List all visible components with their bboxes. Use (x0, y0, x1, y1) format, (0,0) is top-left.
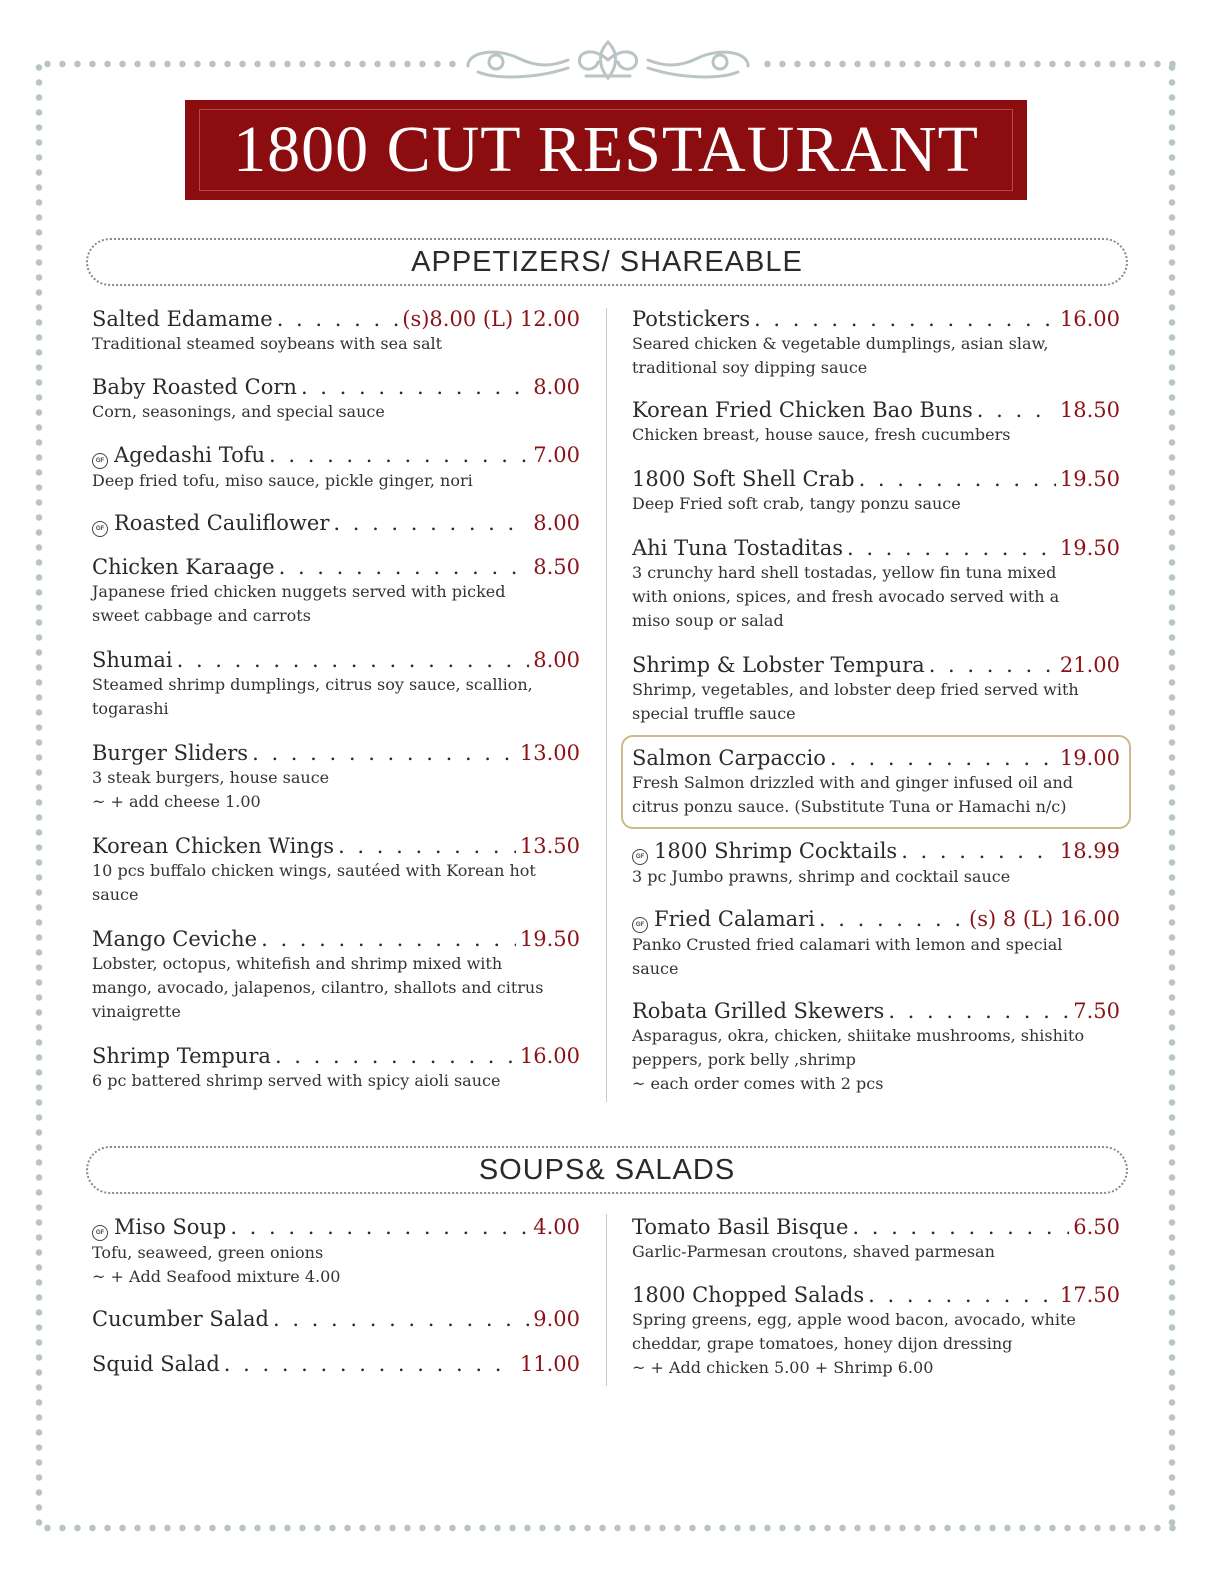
menu-item-name: Ahi Tuna Tostaditas (632, 536, 843, 560)
menu-item-price: 7.00 (533, 443, 580, 467)
dot-leader (273, 1306, 529, 1332)
gluten-free-icon: GF (632, 849, 648, 865)
dot-leader (301, 374, 529, 400)
menu-item-header (92, 1043, 580, 1069)
menu-item-header (632, 745, 1120, 771)
menu-item-price: 18.50 (1059, 398, 1120, 422)
menu-item-header (92, 1214, 580, 1241)
menu-item (632, 745, 1120, 819)
menu-item-name: Korean Fried Chicken Bao Buns (632, 398, 973, 422)
menu-item-description: Shrimp, vegetables, and lobster deep fried served with (632, 680, 1079, 699)
menu-item-name: Korean Chicken Wings (92, 834, 335, 858)
menu-item (92, 1214, 580, 1289)
menu-item-name: Fried Calamari (654, 907, 815, 931)
menu-item (92, 374, 580, 424)
menu-item-header (92, 647, 580, 673)
flourish-ornament (458, 36, 758, 86)
dot-leader (333, 510, 529, 536)
menu-item-description: Asparagus, okra, chicken, shiitake mushrooms, shishito (632, 1026, 1085, 1045)
menu-item-price: 19.50 (1059, 536, 1120, 560)
menu-item-price: 4.00 (533, 1215, 580, 1239)
menu-item-header (92, 306, 580, 332)
menu-item-description: peppers, pork belly ,shrimp (632, 1050, 856, 1069)
menu-item-header (92, 510, 580, 537)
menu-item-description: Deep fried tofu, miso sauce, pickle ginger, nori (92, 471, 473, 490)
menu-item-description: Fresh Salmon drizzled with and ginger infused oil and (632, 773, 1074, 792)
menu-item-description: Tofu, seaweed, green onions (92, 1243, 324, 1262)
menu-item-header (92, 554, 580, 580)
menu-item (92, 1351, 580, 1377)
menu-item-description: ~ + add cheese 1.00 (92, 792, 261, 811)
dotted-border-right (1168, 60, 1176, 1532)
menu-item-description: ~ each order comes with 2 pcs (632, 1074, 884, 1093)
dot-leader (230, 1214, 529, 1240)
menu-item (92, 926, 580, 1024)
menu-item-description: 3 pc Jumbo prawns, shrimp and cocktail sauce (632, 867, 1011, 886)
menu-item-price: (s) 8 (L) 16.00 (969, 907, 1120, 931)
menu-item-description: togarashi (92, 699, 169, 718)
menu-item-price: 7.50 (1073, 999, 1120, 1023)
menu-item-name: Tomato Basil Bisque (632, 1215, 849, 1239)
dot-leader (177, 647, 530, 673)
menu-item-price: (s)8.00 (L) 12.00 (402, 307, 580, 331)
menu-item-header (92, 926, 580, 952)
dot-leader (338, 833, 516, 859)
menu-item-price: 8.00 (533, 375, 580, 399)
gluten-free-icon: GF (92, 521, 108, 537)
menu-item-header (92, 740, 580, 766)
menu-item-header (92, 1351, 580, 1377)
menu-item-name: Chicken Karaage (92, 555, 275, 579)
menu-item-name: Mango Ceviche (92, 927, 258, 951)
menu-item-description: ~ + Add chicken 5.00 + Shrimp 6.00 (632, 1358, 934, 1377)
dot-leader (859, 466, 1056, 492)
menu-item-name: Potstickers (632, 307, 751, 331)
menu-item-name: Miso Soup (114, 1215, 227, 1239)
menu-item-description: miso soup or salad (632, 611, 784, 630)
menu-item-price: 13.00 (519, 741, 580, 765)
menu-item-description: Traditional steamed soybeans with sea salt (92, 334, 443, 353)
menu-item-description: ~ + Add Seafood mixture 4.00 (92, 1267, 341, 1286)
menu-item-header (632, 998, 1120, 1024)
dot-leader (852, 1214, 1069, 1240)
menu-item (92, 833, 580, 907)
menu-item-header (92, 442, 580, 469)
menu-item-name: Salmon Carpaccio (632, 746, 826, 770)
menu-item (92, 740, 580, 814)
dot-leader (901, 838, 1056, 864)
dot-leader (275, 1043, 516, 1069)
column-divider (606, 1214, 607, 1386)
menu-item-price: 6.50 (1073, 1215, 1120, 1239)
menu-item (632, 998, 1120, 1096)
menu-item-header (632, 1214, 1120, 1240)
menu-item-name: 1800 Shrimp Cocktails (654, 839, 898, 863)
menu-item-header (632, 1282, 1120, 1308)
menu-item-description: 3 steak burgers, house sauce (92, 768, 330, 787)
menu-item-header (92, 1306, 580, 1332)
menu-item-price: 21.00 (1059, 653, 1120, 677)
menu-item-header (92, 833, 580, 859)
menu-item-price: 13.50 (519, 834, 580, 858)
menu-item-header (632, 306, 1120, 332)
dot-leader (830, 745, 1056, 771)
menu-item-description: Japanese fried chicken nuggets served with picked (92, 582, 506, 601)
menu-item (92, 647, 580, 721)
menu-item (632, 535, 1120, 633)
menu-item (632, 1282, 1120, 1380)
dot-leader (868, 1282, 1056, 1308)
dotted-border-bottom (40, 1524, 1178, 1532)
menu-item (632, 397, 1120, 447)
menu-item-description: Garlic-Parmesan croutons, shaved parmesan (632, 1242, 995, 1261)
section-heading-soups-salads: SOUPS& SALADS (86, 1146, 1128, 1194)
menu-item-description: sauce (632, 959, 679, 978)
dot-leader (277, 306, 399, 332)
menu-item-description: 3 crunchy hard shell tostadas, yellow fin tuna mixed (632, 563, 1057, 582)
menu-item-name: Baby Roasted Corn (92, 375, 297, 399)
menu-item (632, 1214, 1120, 1264)
menu-item (632, 906, 1120, 981)
menu-item-name: Shrimp Tempura (92, 1044, 271, 1068)
menu-item-name: Cucumber Salad (92, 1307, 269, 1331)
menu-item-price: 9.00 (533, 1307, 580, 1331)
menu-item-description: Seared chicken & vegetable dumplings, asian slaw, (632, 334, 1049, 353)
menu-item (92, 1043, 580, 1093)
menu-item-header (632, 535, 1120, 561)
menu-item-price: 8.00 (533, 511, 580, 535)
dot-leader (888, 998, 1069, 1024)
menu-item-description: sauce (92, 885, 139, 904)
menu-item-name: 1800 Chopped Salads (632, 1283, 865, 1307)
menu-item-name: Agedashi Tofu (114, 443, 266, 467)
dot-leader (819, 906, 965, 932)
menu-item-description: traditional soy dipping sauce (632, 358, 868, 377)
menu-item-name: Shumai (92, 648, 173, 672)
dot-leader (847, 535, 1056, 561)
menu-item-name: Roasted Cauliflower (114, 511, 330, 535)
menu-item-name: Burger Sliders (92, 741, 249, 765)
menu-item-header (632, 906, 1120, 933)
menu-item-description: Corn, seasonings, and special sauce (92, 402, 385, 421)
menu-item-description: citrus ponzu sauce. (Substitute Tuna or Hamachi n/c) (632, 797, 1067, 816)
menu-item (92, 306, 580, 356)
menu-item-price: 19.00 (1059, 746, 1120, 770)
menu-item-name: Squid Salad (92, 1352, 220, 1376)
menu-item-header (632, 652, 1120, 678)
menu-item-header (632, 466, 1120, 492)
dot-leader (929, 652, 1056, 678)
menu-item (92, 1306, 580, 1332)
menu-item (632, 652, 1120, 726)
gluten-free-icon: GF (92, 1225, 108, 1241)
menu-item-price: 16.00 (1059, 307, 1120, 331)
menu-item-price: 17.50 (1059, 1283, 1120, 1307)
menu-item (92, 442, 580, 493)
menu-item-description: Panko Crusted fried calamari with lemon and special (632, 935, 1063, 954)
menu-item-price: 19.50 (519, 927, 580, 951)
menu-item (632, 306, 1120, 380)
menu-item (632, 838, 1120, 889)
menu-item-description: 10 pcs buffalo chicken wings, sautéed with Korean hot (92, 861, 536, 880)
section-heading-appetizers: APPETIZERS/ SHAREABLE (86, 238, 1128, 286)
menu-item-description: mango, avocado, jalapenos, cilantro, shallots and citrus (92, 978, 544, 997)
dot-leader (279, 554, 530, 580)
restaurant-title-banner (185, 100, 1027, 200)
dot-leader (224, 1351, 516, 1377)
menu-item-name: Robata Grilled Skewers (632, 999, 885, 1023)
dot-leader (269, 442, 529, 468)
menu-item-description: Spring greens, egg, apple wood bacon, avocado, white (632, 1310, 1076, 1329)
menu-item-description: cheddar, grape tomatoes, honey dijon dressing (632, 1334, 1013, 1353)
dot-leader (252, 740, 516, 766)
menu-item (92, 554, 580, 628)
menu-item-description: Steamed shrimp dumplings, citrus soy sauce, scallion, (92, 675, 533, 694)
menu-item-description: special truffle sauce (632, 704, 796, 723)
menu-item (92, 510, 580, 537)
menu-item-price: 19.50 (1059, 467, 1120, 491)
menu-item-name: Shrimp & Lobster Tempura (632, 653, 925, 677)
menu-item-description: Lobster, octopus, whitefish and shrimp mixed with (92, 954, 503, 973)
menu-item-price: 8.00 (533, 648, 580, 672)
gluten-free-icon: GF (92, 453, 108, 469)
menu-item-description: with onions, spices, and fresh avocado served with a (632, 587, 1060, 606)
menu-item-price: 18.99 (1059, 839, 1120, 863)
menu-item-description: sweet cabbage and carrots (92, 606, 311, 625)
menu-item-header (92, 374, 580, 400)
menu-item-price: 8.50 (533, 555, 580, 579)
gluten-free-icon: GF (632, 917, 648, 933)
menu-item-header (632, 397, 1120, 423)
menu-item-name: 1800 Soft Shell Crab (632, 467, 855, 491)
menu-item-description: Chicken breast, house sauce, fresh cucumbers (632, 425, 1011, 444)
menu-item-price: 11.00 (519, 1352, 580, 1376)
menu-item-header (632, 838, 1120, 865)
dot-leader (261, 926, 516, 952)
column-divider (606, 308, 607, 1102)
dot-leader (754, 306, 1056, 332)
menu-item (632, 466, 1120, 516)
dotted-border-left (35, 60, 43, 1532)
menu-item-description: 6 pc battered shrimp served with spicy aioli sauce (92, 1071, 501, 1090)
dot-leader (977, 397, 1056, 423)
restaurant-title: 1800 CUT RESTAURANT (199, 109, 1013, 191)
menu-item-name: Salted Edamame (92, 307, 273, 331)
menu-item-description: Deep Fried soft crab, tangy ponzu sauce (632, 494, 961, 513)
menu-item-description: vinaigrette (92, 1002, 181, 1021)
menu-item-price: 16.00 (519, 1044, 580, 1068)
